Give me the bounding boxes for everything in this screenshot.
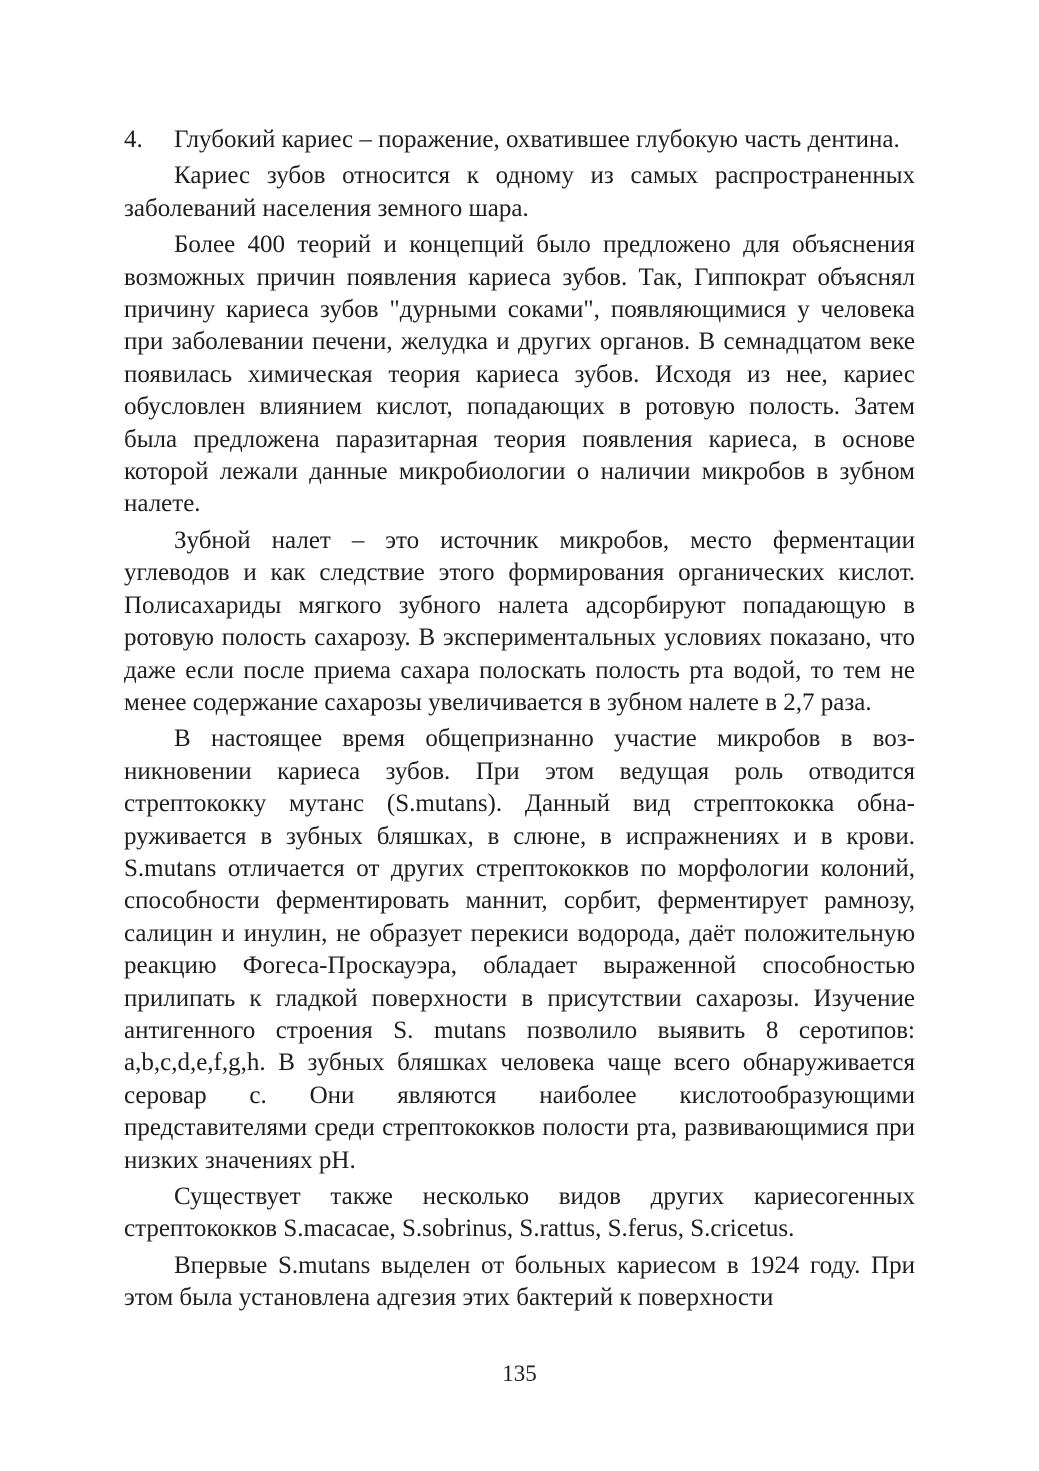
paragraph-2: Более 400 теорий и концепций было предложено для объяснения возможных причин появления кариеса зубов. Так, Гиппократ объяснял причину кариеса зубов "дурными соками", появляющимися у человека при заболевании печени, желудка и других органов. В семнадцатом веке появилась химическая теория кариеса зубов. Исходя из нее, кариес обусловлен влиянием кислот, попадающих в ротовую полость. Затем была предложена паразитарная теория появления кариеса, в основе которой лежали данные микробиологии о наличии микробов в зубном налете. (124, 231, 915, 518)
page-body (124, 124, 915, 1319)
list-item-4 (124, 124, 915, 156)
paragraph-6: Впервые S.mutans выделен от больных кариесом в 1924 году. При этом была установлена адгезия этих бактерий к поверхности (124, 1251, 915, 1312)
paragraph-5: Существует также несколько видов других кариесогенных стрептококков S.macacae, S.sobrinus, S.rattus, S.ferus, S.cricetus. (124, 1183, 915, 1243)
paragraph-1: Кариес зубов относится к одному из самых распространенных заболеваний населения земного шара. (124, 162, 915, 222)
page-number: 135 (502, 1361, 537, 1386)
list-number: 4. (124, 126, 143, 153)
paragraph-3: Зубной налет – это источник микробов, место ферментации углеводов и как следствие этого формирования органических кислот. Полисахариды мягкого зубного налета адсорбируют попадающую в ротовую полость сахарозу. В экспериментальных условиях показано, что даже если после приема сахара полоскать полость рта водой, то тем не менее содержание сахарозы увеличивается в зубном налете в 2,7 раза. (124, 526, 915, 716)
paragraph-4: В настоящее время общепризнанно участие микробов в возникновении кариеса зубов. При этом ведущая роль отводится стрептококку мутанс (S.mutans). Данный вид стрептококка обнаруживается в зубных бляшках, в слюне, в испражнениях и в крови. S.mutans отличается от других стрептококков по морфологии колоний, способности ферментировать маннит, сорбит, ферментирует рамнозу, салицин и инулин, не образует перекиси водорода, даёт положительную реакцию Фогеса-Проскауэра, обладает выраженной способностью прилипать к гладкой поверхности в присутствии сахарозы. Изучение антигенного строения S. mutans позволило выявить 8 серотипов: a,b,c,d,e,f,g,h. В зубных бляшках человека чаще всего обнаруживается серовар c. Они являются наиболее кислотообразующими представителями среди стрептококков полости рта, развивающимися при низких значениях pH. (124, 725, 915, 1174)
list-item-text: Глубокий кариес – поражение, охватившее глубокую часть дентина. (174, 126, 900, 153)
